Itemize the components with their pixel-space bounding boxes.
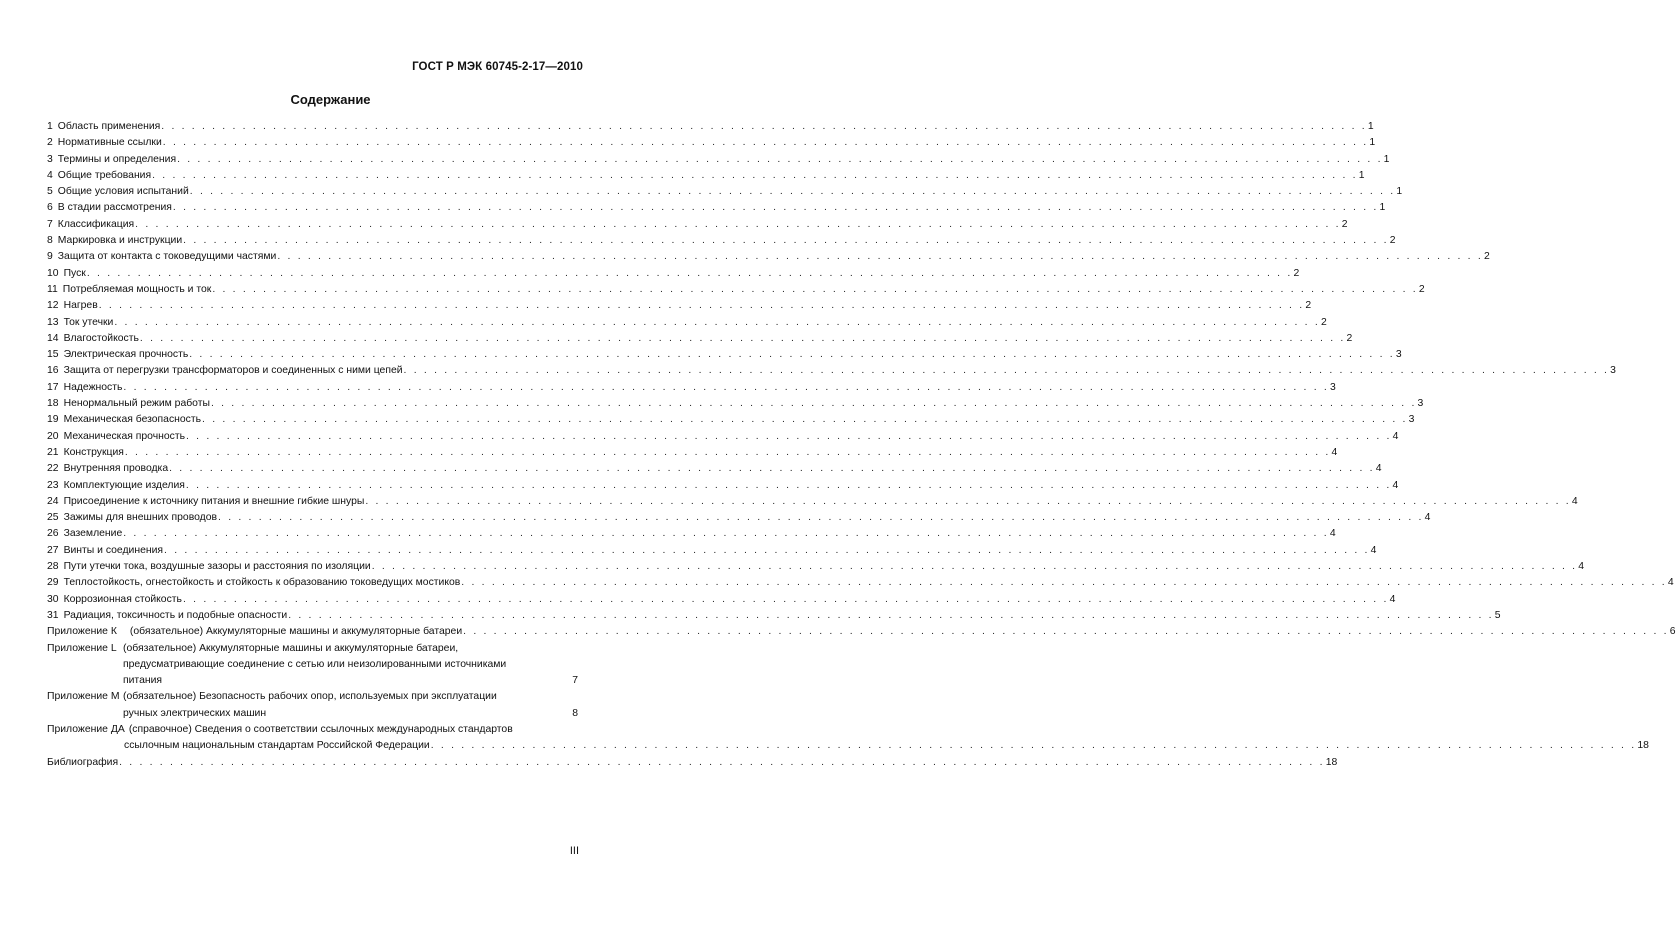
page-number: 8 [572,707,578,719]
dot-leader [135,217,1341,233]
appendix-title-line: (обязательное) Аккумуляторные машины и аккумуляторные батареи, [123,642,459,654]
section-number: 21 [47,446,59,458]
section-title: Ненормальный режим работы [63,398,210,410]
appendix-title: (обязательное) Аккумуляторные машины и аккумуляторные батареи [129,626,463,638]
page-number: 1 [1396,186,1403,198]
dot-leader [123,380,1329,396]
toc-entry[interactable] [47,559,1585,575]
page-number: 4 [1392,479,1399,491]
toc-entry[interactable] [47,184,1403,200]
appendix-title-line: ручных электрических машин [123,707,267,719]
toc-entry[interactable] [47,363,1616,379]
page-number: 4 [1331,446,1338,458]
page-number: 6 [1669,626,1676,638]
page-number: 1 [1383,153,1390,165]
appendix-label: Приложение L [47,642,117,654]
toc-entry[interactable] [47,266,1300,282]
page-number: 2 [1320,316,1327,328]
toc-entry-bibliography[interactable] [47,755,1338,771]
section-title: Внутренняя проводка [63,463,169,475]
dot-leader [123,526,1329,542]
section-title: Механическая безопасность [63,414,202,426]
section-number: 22 [47,463,59,475]
section-number: 30 [47,593,59,605]
page-number: 3 [1417,398,1424,410]
dot-leader [114,315,1320,331]
toc-entry[interactable] [47,315,1327,331]
section-number: 31 [47,609,59,621]
section-title: Общие условия испытаний [57,186,189,198]
appendix-label: Приложение ДА [47,723,125,735]
page-number: 3 [1395,349,1402,361]
section-number: 28 [47,561,59,573]
section-title: Классификация [57,218,135,230]
toc-entry[interactable] [47,608,1501,624]
section-number: 6 [47,202,53,214]
section-number: 5 [47,186,53,198]
page-number: 2 [1293,267,1300,279]
toc-entry[interactable] [47,200,1386,216]
page-number-footer: III [569,845,579,857]
section-title: Радиация, токсичность и подобные опасности [63,609,288,621]
section-title: Маркировка и инструкции [57,235,183,247]
toc-entry[interactable] [47,592,1396,608]
section-number: 26 [47,528,59,540]
section-number: 29 [47,577,59,589]
page-number: 4 [1571,495,1578,507]
page-number: 2 [1305,300,1312,312]
toc-entry[interactable] [47,217,1348,233]
section-title: Нормативные ссылки [57,137,162,149]
section-number: 25 [47,512,59,524]
toc-entry[interactable] [47,526,1336,542]
toc-entry[interactable] [47,298,1312,314]
dot-leader [404,363,1610,379]
appendix-label: Приложение К [47,626,117,638]
section-title: Зажимы для внешних проводов [63,512,218,524]
section-number: 8 [47,235,53,247]
section-title: Коррозионная стойкость [63,593,182,605]
dot-leader [431,738,1637,754]
toc-entry[interactable] [47,429,1399,445]
section-title: Область применения [57,121,161,132]
toc-entry[interactable] [47,282,1425,298]
toc-entry[interactable] [47,510,1431,526]
section-number: 24 [47,495,59,507]
dot-leader [177,152,1383,168]
appendix-title-line: предусматривающие соединение с сетью или неизолированными источниками [123,658,507,670]
section-number: 18 [47,398,59,410]
page-number: 1 [1379,202,1386,214]
page-number: 4 [1424,512,1431,524]
section-number: 13 [47,316,59,328]
dot-leader [202,412,1408,428]
section-number: 15 [47,349,59,361]
section-number: 14 [47,332,59,344]
section-title: Электрическая прочность [63,349,189,361]
page-number: 1 [1369,137,1376,149]
toc-entry[interactable] [47,445,1338,461]
section-number: 17 [47,381,59,393]
appendix-title-line: ссылочным национальным стандартам Российской Федерации [124,740,430,752]
section-title: Потребляемая мощность и ток [62,283,212,295]
dot-leader [365,494,1571,510]
section-title: Теплостойкость, огнестойкость и стойкость к образованию токоведущих мостиков [63,577,461,589]
section-number: 9 [47,251,53,263]
toc-entry[interactable] [47,347,1402,363]
section-number: 16 [47,365,59,377]
dot-leader [372,559,1578,575]
dot-leader [125,445,1331,461]
dot-leader [161,119,1367,135]
toc-entry[interactable] [47,543,1377,559]
toc-entry-appendix-k[interactable] [47,624,1676,640]
section-title: Общие требования [57,169,152,181]
page-number: 18 [1637,740,1649,752]
page-title: Содержание [290,92,371,107]
page-number: 1 [1358,169,1365,181]
bibliography-label: Библиография [47,756,119,768]
page-number: 2 [1483,251,1490,263]
section-number: 12 [47,300,59,312]
dot-leader [288,608,1494,624]
toc-entry[interactable] [47,412,1415,428]
page-number: 4 [1329,528,1336,540]
toc-entry[interactable] [47,478,1399,494]
page-number: 4 [1370,544,1377,556]
toc-entry[interactable] [47,331,1353,347]
dot-leader [163,135,1369,151]
toc-entry[interactable] [47,135,1376,151]
section-number: 11 [47,283,58,295]
toc-entry[interactable] [47,233,1396,249]
section-title: Ток утечки [63,316,114,328]
section-title: Пути утечки тока, воздушные зазоры и расстояния по изоляции [63,561,371,573]
section-number: 2 [47,137,53,149]
page-number: 18 [1325,756,1338,768]
page-number: 4 [1375,463,1382,475]
section-title: Механическая прочность [63,430,185,442]
toc-entry-appendix-l[interactable] [47,641,584,690]
toc-entry[interactable] [47,152,1390,168]
page-number: 4 [1578,561,1585,573]
page-number: 2 [1389,235,1396,247]
dot-leader [211,396,1417,412]
section-number: 4 [47,169,53,181]
section-title: Нагрев [63,300,98,312]
dot-leader [186,478,1392,494]
toc-entry[interactable] [47,575,1674,591]
dot-leader [463,624,1669,640]
page-number: 7 [572,675,578,687]
page-number: 1 [1367,121,1374,132]
section-title: В стадии рассмотрения [57,202,172,214]
section-number: 10 [47,267,59,279]
section-title: Термины и определения [57,153,177,165]
toc-entry[interactable] [47,168,1365,184]
section-title: Комплектующие изделия [63,479,185,491]
dot-leader [189,347,1395,363]
toc-entry[interactable] [47,119,1374,135]
page-number: 5 [1494,609,1501,621]
appendix-title-line: (обязательное) Безопасность рабочих опор, используемых при эксплуатации [123,691,497,703]
section-title: Присоединение к источнику питания и внешние гибкие шнуры [63,495,365,507]
section-number: 20 [47,430,59,442]
appendix-label: Приложение М [47,691,120,703]
dot-leader [183,592,1389,608]
table-of-contents [47,119,1676,771]
page-number: 2 [1418,283,1425,295]
section-title: Влагостойкость [63,332,139,344]
toc-entry[interactable] [47,494,1578,510]
dot-leader [119,755,1325,771]
section-title: Конструкция [63,446,124,458]
toc-entry-appendix-m[interactable] [47,689,584,722]
section-title: Заземление [63,528,123,540]
section-title: Пуск [63,267,86,279]
dot-leader [164,543,1370,559]
standard-header: ГОСТ Р МЭК 60745-2-17—2010 [412,61,583,73]
dot-leader [277,249,1483,265]
dot-leader [152,168,1358,184]
page-number: 3 [1408,414,1415,426]
dot-leader [218,510,1424,526]
toc-entry[interactable] [47,249,1490,265]
page-number: 4 [1392,430,1399,442]
page-number: 4 [1389,593,1396,605]
page-number: 4 [1667,577,1674,589]
dot-leader [212,282,1418,298]
page-number: 2 [1346,332,1353,344]
appendix-title-line: питания [123,675,163,687]
dot-leader [169,461,1375,477]
section-title: Винты и соединения [63,544,164,556]
page-number: 3 [1610,365,1616,377]
dot-leader [183,233,1389,249]
section-title: Надежность [63,381,123,393]
toc-entry-appendix-da[interactable] [47,722,1649,755]
toc-entry[interactable] [47,396,1424,412]
dot-leader [173,200,1379,216]
section-number: 19 [47,414,59,426]
dot-leader [186,429,1392,445]
section-number: 7 [47,218,53,230]
section-title: Защита от контакта с токоведущими частями [57,251,277,263]
section-number: 27 [47,544,59,556]
toc-entry[interactable] [47,461,1382,477]
dot-leader [190,184,1396,200]
page-number: 3 [1330,381,1336,393]
page-number: 2 [1341,218,1348,230]
section-title: Защита от перегрузки трансформаторов и соединенных с ними цепей [63,365,403,377]
section-number: 23 [47,479,59,491]
dot-leader [461,575,1667,591]
appendix-title-line: (справочное) Сведения о соответствии ссылочных международных стандартов [128,723,513,735]
section-number: 1 [47,121,53,132]
dot-leader [87,266,1293,282]
toc-entry[interactable] [47,380,1336,396]
section-number: 3 [47,153,53,165]
dot-leader [140,331,1346,347]
dot-leader [99,298,1305,314]
